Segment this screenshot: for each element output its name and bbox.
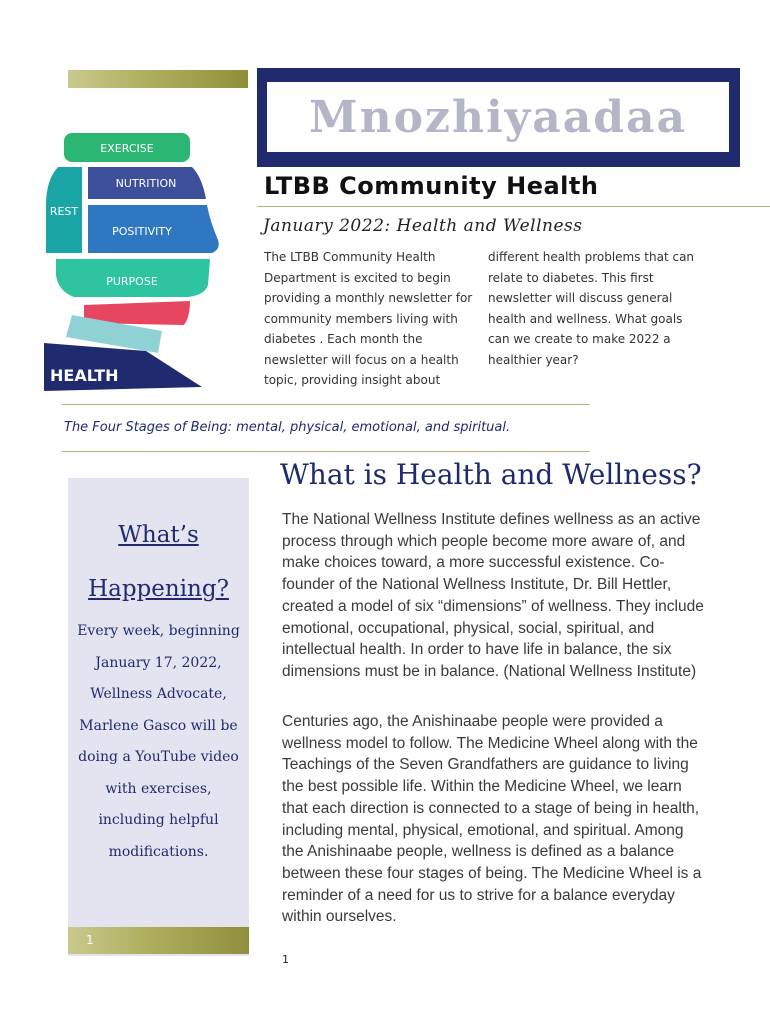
label-nutrition: NUTRITION	[115, 177, 177, 190]
masthead-title: Mnozhiyaadaa	[308, 91, 688, 143]
divider-rule	[257, 206, 770, 207]
intro-text-right: different health problems that can relate to diabetes. This first newsletter will discuss general health and wellness. What goals can we create to make 2022 a healthier year?	[488, 250, 695, 367]
sidebar-title-line2: Happening?	[88, 576, 229, 602]
intro-text-left: The LTBB Community Health Department is excited to begin providing a monthly newsletter for community members living with diabetes . Each month the newsletter will focus on a health topic, providing insight about	[264, 250, 473, 387]
sidebar-title	[68, 508, 249, 616]
page-number: 1	[282, 953, 289, 966]
sidebar-whats-happening	[68, 478, 249, 956]
label-health: HEALTH	[50, 366, 119, 385]
article-paragraph-2: Centuries ago, the Anishinaabe people were provided a wellness model to follow. The Medicine Wheel along with the Teachings of the Seven Grandfathers are guidance to living the best possible life. Within the Medicine Wheel, we learn that each direction is connected to a stage of being in health, including mental, physical, emotional, and spiritual. Among the Anishinaabe people, wellness is defined as a balance between these four stages of being. The Medicine Wheel is a reminder of a need for us to strive for a balance everyday within ourselves.	[282, 713, 702, 926]
newsletter-subtitle: LTBB Community Health	[264, 172, 599, 200]
sidebar-page-number: 1	[86, 933, 94, 947]
wellness-head-illustration	[40, 125, 230, 395]
label-rest: REST	[49, 205, 79, 218]
image-caption: The Four Stages of Being: mental, physical, emotional, and spiritual.	[64, 420, 511, 435]
sidebar-body: Every week, beginning January 17, 2022, Wellness Advocate, Marlene Gasco will be doing a YouTube video with exercises, including helpful modifications.	[77, 623, 240, 860]
divider-rule	[62, 404, 590, 405]
article-paragraph-1: The National Wellness Institute defines wellness as an active process through which people become more aware of, and make choices toward, a more successful existence. Co-founder of the National Wellness Institute, Dr. Bill Hettler, created a model of six “dimensions” of wellness. They include emotional, occupational, physical, social, spiritual, and intellectual health. In order to have life in balance, the six dimensions must be in balance. (National Wellness Institute)	[282, 511, 704, 680]
label-exercise: EXERCISE	[100, 142, 154, 155]
masthead-inner	[267, 82, 729, 152]
decorative-gold-bar-top	[68, 70, 248, 88]
label-positivity: POSITIVITY	[112, 225, 172, 238]
decorative-gold-bar-bottom	[68, 927, 249, 954]
sidebar-title-line1: What’s	[118, 522, 199, 548]
label-purpose: PURPOSE	[106, 275, 158, 288]
issue-title: January 2022: Health and Wellness	[263, 216, 583, 236]
article-heading: What is Health and Wellness?	[280, 458, 702, 491]
divider-rule	[62, 451, 590, 452]
masthead-box	[257, 68, 740, 167]
